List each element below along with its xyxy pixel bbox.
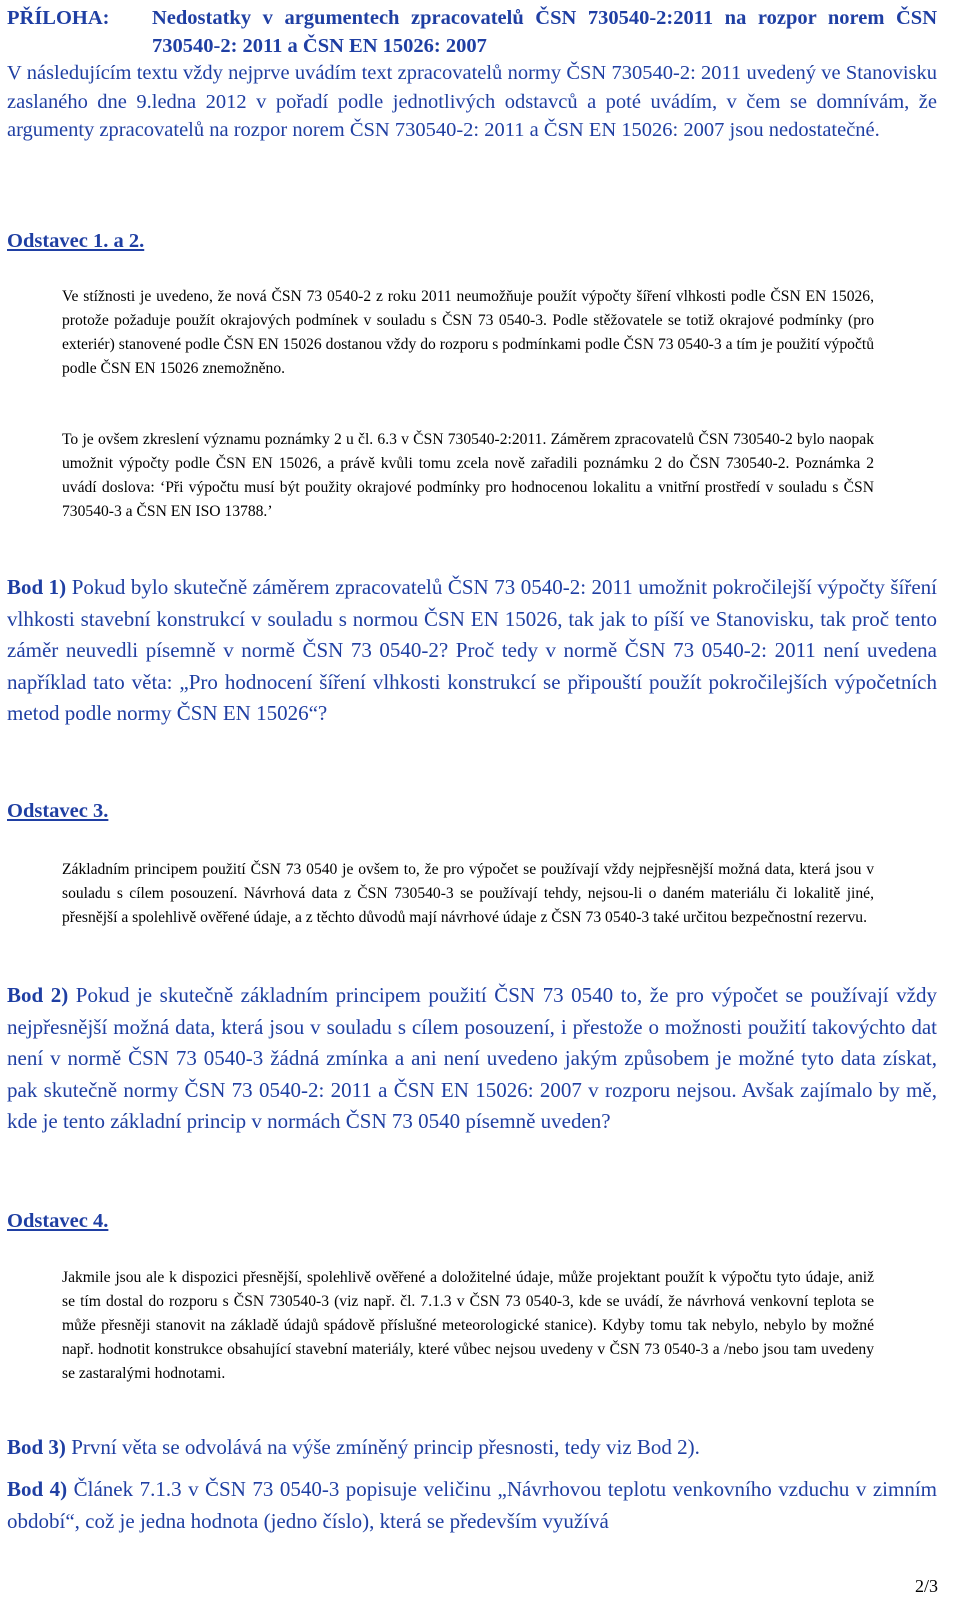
- bod-text-2: Pokud je skutečně základním principem použití ČSN 73 0540 to, že pro výpočet se používají vždy nejpřesnější možná data, která jsou v souladu s cílem posouzení, i přestože o možnosti použití takovýchto dat není v normě ČSN 73 0540-3 žádná zmínka a ani není uvedeno jakým způsobem je možné tyto data získat, pak skutečně normy ČSN 73 0540-2: 2011 a ČSN EN 15026: 2007 v rozporu nejsou. Avšak zajímalo by mě, kde je tento základní princip v normách ČSN 73 0540 písemně uveden?: [7, 983, 937, 1133]
- bod-label-1: Bod 1): [7, 575, 67, 599]
- bod-paragraph-1: [7, 572, 937, 730]
- section-heading-3: Odstavec 4.: [7, 1210, 109, 1232]
- quote-paragraph-2: Základním principem použití ČSN 73 0540 je ovšem to, že pro výpočet se používají vždy nejpřesnější možná data, která jsou v souladu s cílem posouzení. Návrhová data z ČSN 730540-3 se používají tehdy, nejsou-li o daném materiálu či lokalitě jiné, přesnější a spolehlivě ověřené údaje, a z těchto důvodů mají návrhové údaje z ČSN 73 0540-3 také určitou bezpečnostní rezervu.: [62, 861, 874, 926]
- bod-text-1: Pokud bylo skutečně záměrem zpracovatelů ČSN 73 0540-2: 2011 umožnit pokročilejší výpočty šíření vlhkosti stavební konstrukcí v souladu s normou ČSN EN 15026, tak jak to píší ve Stanovisku, tak proč tento záměr neuvedli písemně v normě ČSN 73 0540-2? Proč tedy v normě ČSN 73 0540-2: 2011 není uvedena například tato věta: „Pro hodnocení šíření vlhkosti konstrukcí se připouští použít pokročilejších výpočetních metod podle normy ČSN EN 15026“?: [7, 575, 938, 725]
- bod-paragraph-3: [7, 1432, 937, 1464]
- bod-paragraph-4: [7, 1474, 937, 1537]
- document-title: Nedostatky v argumentech zpracovatelů ČSN 730540-2:2011 na rozpor norem ČSN 730540-2: 2011 a ČSN EN 15026: 2007: [152, 7, 937, 57]
- bod-label-2: Bod 2): [7, 983, 69, 1007]
- bod-paragraph-2: [7, 980, 937, 1138]
- document-header: [7, 4, 937, 60]
- quote-paragraph-3: Jakmile jsou ale k dispozici přesnější, spolehlivě ověřené a doložitelné údaje, může projektant použít k výpočtu tyto údaje, aniž se tím dostal do rozporu s ČSN 730540-3 (viz např. čl. 7.1.3 v ČSN 73 0540-3, kde se uvádí, že návrhová venkovní teplota se může přesněji stanovit na základě údajů spádově příslušné meteorologické stanice). Kdyby tomu tak nebylo, nebylo by možné např. hodnotit konstrukce obsahující stavební materiály, které vůbec nejsou uvedeny v ČSN 73 0540-3 a /nebo jsou tam uvedeny se zastaralými hodnotami.: [62, 1269, 874, 1382]
- bod-label-3: Bod 3): [7, 1435, 66, 1459]
- appendix-label: PŘÍLOHA:: [7, 7, 110, 29]
- section-heading-1: Odstavec 1. a 2.: [7, 230, 145, 252]
- quote-paragraph-1a: Ve stížnosti je uvedeno, že nová ČSN 73 0540-2 z roku 2011 neumožňuje použít výpočty šíření vlhkosti podle ČSN EN 15026, protože požaduje použít okrajových podmínek v souladu s ČSN 73 0540-3. Podle stěžovatele se totiž okrajové podmínky (pro exteriér) stanovené podle ČSN EN 15026 dostanou vždy do rozporu s podmínkami podle ČSN 73 0540-3 a tím je použití výpočtů podle ČSN EN 15026 znemožněno.: [62, 288, 874, 377]
- intro-paragraph: V následujícím textu vždy nejprve uvádím text zpracovatelů normy ČSN 730540-2: 2011 uvedený ve Stanovisku zaslaného dne 9.ledna 2012 v pořadí podle jednotlivých odstavců a poté uvádím, v čem se domnívám, že argumenty zpracovatelů na rozpor norem ČSN 730540-2: 2011 a ČSN EN 15026: 2007 jsou nedostatečné.: [7, 62, 937, 141]
- bod-label-4: Bod 4): [7, 1477, 68, 1501]
- section-heading-2: Odstavec 3.: [7, 800, 109, 822]
- bod-text-3: První věta se odvolává na výše zmíněný princip přesnosti, tedy viz Bod 2).: [71, 1435, 700, 1459]
- bod-text-4: Článek 7.1.3 v ČSN 73 0540-3 popisuje veličinu „Návrhovou teplotu venkovního vzduchu v zimním období“, což je jedna hodnota (jedno číslo), která se především využívá: [7, 1477, 938, 1533]
- page-number: 2/3: [914, 1576, 938, 1596]
- quote-paragraph-1b: To je ovšem zkreslení významu poznámky 2 u čl. 6.3 v ČSN 730540-2:2011. Záměrem zpracovatelů ČSN 730540-2 bylo naopak umožnit výpočty podle ČSN EN 15026, a právě kvůli tomu zcela nově zařadili poznámku 2 do ČSN 730540-2. Poznámka 2 uvádí doslova: ‘Při výpočtu musí být použity okrajové podmínky pro hodnocenou lokalitu a vnitřní prostředí v souladu s ČSN 730540-3 a ČSN EN ISO 13788.’: [62, 431, 874, 520]
